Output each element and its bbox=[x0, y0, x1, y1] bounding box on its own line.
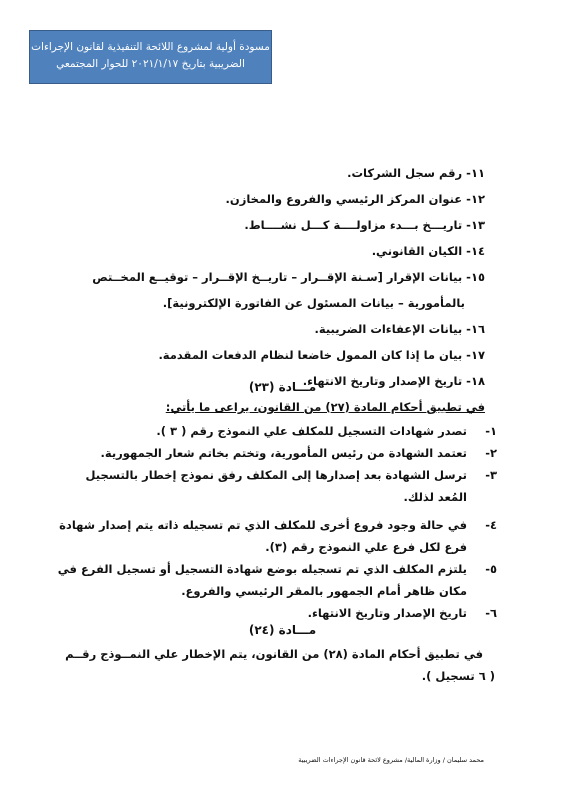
point-number: ٢- bbox=[485, 446, 497, 460]
point-text bbox=[61, 464, 467, 508]
article-23-points bbox=[57, 420, 497, 624]
article-23-title: مـــادة (٢٣) bbox=[248, 380, 317, 394]
list-item-continuation: بالمأمورية – بيانات المسئول عن الفاتورة الإلكترونية]. bbox=[162, 296, 465, 310]
article-24-title: مـــادة (٢٤) bbox=[248, 623, 317, 637]
point-text bbox=[58, 558, 467, 602]
point-line: تاريخ الإصدار وتاريخ الانتهاء. bbox=[307, 606, 467, 620]
list-item bbox=[61, 464, 497, 508]
article-24-paragraph bbox=[65, 643, 495, 687]
point-line: يلتزم المكلف الذي تم تسجيله بوضع شهادة التسجيل أو تسجيل الفرع في bbox=[57, 562, 467, 576]
list-item bbox=[61, 420, 497, 442]
paragraph-line: ( ٦ تسجيل ). bbox=[421, 669, 495, 683]
point-line: المُعد لذلك. bbox=[403, 490, 467, 504]
draft-notice-box bbox=[29, 30, 272, 84]
point-text bbox=[59, 514, 467, 558]
registration-data-list bbox=[49, 160, 485, 394]
point-line: تعتمد الشهادة من رئيس المأمورية، وتختم بخاتم شعار الجمهورية. bbox=[100, 446, 467, 460]
list-item: ١٢- عنوان المركز الرئيسي والفروع والمخازن. bbox=[225, 192, 485, 206]
point-line: في حالة وجود فروع أخرى للمكلف الذي تم تسجيله ذاته يتم إصدار شهادة bbox=[59, 518, 467, 532]
list-item: ١١- رقم سجل الشركات. bbox=[347, 166, 485, 180]
draft-notice-line-1: مسودة أولية لمشروع اللائحة التنفيذية لقانون الإجراءات bbox=[31, 41, 270, 53]
list-item: ١٦- بيانات الإعفاءات الضريبية. bbox=[314, 322, 485, 336]
point-text bbox=[61, 420, 467, 442]
point-line: مكان ظاهر أمام الجمهور بالمقر الرئيسي والفروع. bbox=[181, 584, 467, 598]
article-23-intro: في تطبيق أحكام المادة (٢٧) من القانون، يراعى ما يأتي: bbox=[165, 400, 485, 414]
point-line: تصدر شهادات التسجيل للمكلف علي النموذج رقم ( ٣ ). bbox=[156, 424, 467, 438]
list-item bbox=[57, 558, 497, 602]
list-item: ١٥- بيانات الإقرار [سـنة الإقــرار – تاريــخ الإقــرار – توقيــع المخــتص bbox=[92, 270, 485, 284]
point-line: فرع لكل فرع علي النموذج رقم (٣). bbox=[265, 540, 467, 554]
point-text bbox=[61, 442, 467, 464]
point-number: ٤- bbox=[485, 518, 497, 532]
list-item bbox=[61, 442, 497, 464]
list-item: ١٨- تاريخ الإصدار وتاريخ الانتهاء. bbox=[302, 374, 485, 388]
point-line: ترسل الشهادة بعد إصدارها إلى المكلف رفق نموذج إخطار بالتسجيل bbox=[85, 468, 467, 482]
paragraph-line: في تطبيق أحكام المادة (٢٨) من القانون، يتم الإخطار علي النمــوذج رقــم bbox=[65, 647, 483, 661]
point-number: ٣- bbox=[485, 468, 497, 482]
list-item: ١٧- بيان ما إذا كان الممول خاضعا لنظام الدفعات المقدمة. bbox=[158, 348, 485, 362]
point-number: ٦- bbox=[485, 606, 497, 620]
point-number: ٥- bbox=[485, 562, 497, 576]
page-footer: محمد سليمان / وزارة المالية/ مشروع لائحة قانون الإجراءات الضريبية bbox=[298, 756, 484, 764]
list-item bbox=[61, 514, 497, 558]
list-item: ١٣- تاريـــخ بـــدء مزاولــــة كـــل نشــــاط. bbox=[244, 218, 485, 232]
list-item: ١٤- الكيان القانوني. bbox=[371, 244, 485, 258]
draft-notice-line-2: الضريبية بتاريخ ٢٠٢١/١/١٧ للحوار المجتمعي bbox=[56, 58, 245, 70]
point-number: ١- bbox=[485, 424, 497, 438]
